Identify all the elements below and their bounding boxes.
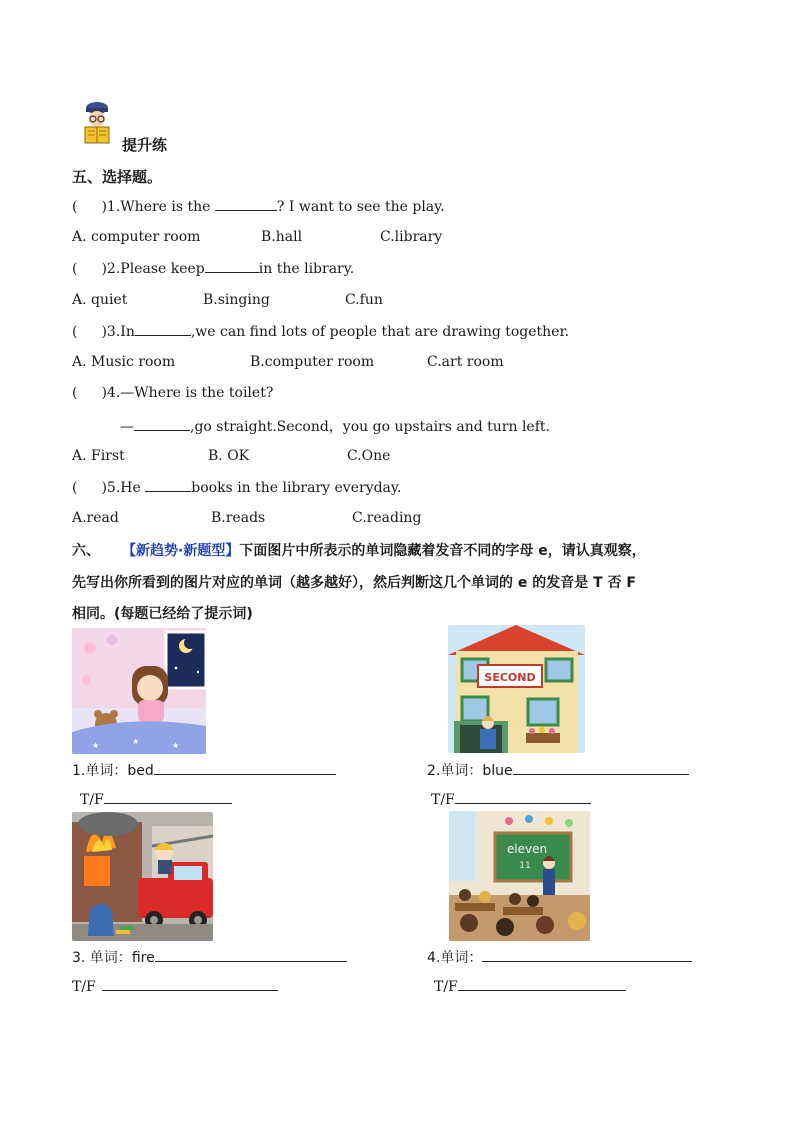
option-c: C.reading: [352, 510, 422, 526]
question-1: ( )1.Where is the ? I want to see the play.: [72, 199, 445, 215]
option-a: A. quiet: [72, 292, 128, 308]
part6-instruction-3: 相同。(每题已经给了提示词): [72, 606, 253, 622]
item-4-tf: T/F: [434, 978, 626, 995]
option-c: C.One: [347, 448, 391, 464]
part6-instruction-2: 先写出你所看到的图片对应的单词（越多越好），然后判断这几个单词的 e 的发音是 T 否 F: [72, 575, 636, 591]
new-trend-tag: 【新趋势·新题型】: [122, 543, 240, 559]
board-number: 11: [519, 861, 531, 871]
option-c: C.fun: [345, 292, 383, 308]
answer-blank[interactable]: [215, 198, 277, 211]
mascot-reader-icon: [80, 100, 114, 146]
item-2-tf: T/F: [431, 791, 591, 808]
option-b: B.reads: [211, 510, 266, 526]
picture-fire: [72, 812, 213, 941]
tf-answer-line[interactable]: [455, 791, 591, 804]
board-word: eleven: [506, 842, 548, 856]
question-2: ( )2.Please keep in the library.: [72, 261, 355, 277]
picture-second: [448, 625, 585, 753]
answer-line[interactable]: [482, 949, 692, 962]
part6-number: 六、: [72, 543, 100, 559]
answer-blank[interactable]: [135, 323, 191, 336]
option-b: B.computer room: [250, 354, 375, 370]
part5-heading: 五、选择题。: [72, 168, 163, 186]
option-c: C.library: [380, 229, 443, 245]
option-c: C.art room: [427, 354, 504, 370]
answer-blank[interactable]: [145, 479, 191, 492]
answer-line[interactable]: [513, 762, 689, 775]
svg-text:★: ★: [132, 737, 140, 746]
answer-blank[interactable]: [134, 418, 190, 431]
svg-text:★: ★: [172, 741, 180, 750]
picture-eleven: [449, 811, 590, 941]
tf-answer-line[interactable]: [104, 791, 232, 804]
question-4: ( )4.—Where is the toilet?: [72, 385, 274, 401]
part6-instruction: 六、 【新趋势·新题型】下面图片中所表示的单词隐藏着发音不同的字母 e，请认真观察，: [72, 543, 646, 559]
item-1-tf: T/F: [80, 791, 232, 808]
option-b: B.hall: [261, 229, 303, 245]
option-b: B. OK: [208, 448, 250, 464]
answer-line[interactable]: [154, 762, 336, 775]
item-3-word: 3. 单词：fire: [72, 947, 347, 967]
option-a: A. First: [72, 448, 125, 464]
question-3: ( )3.In ,we can find lots of people that are drawing together.: [72, 324, 570, 340]
option-b: B.singing: [203, 292, 270, 308]
item-2-word: 2.单词：blue: [427, 760, 689, 780]
item-1-word: 1.单词：bed: [72, 760, 336, 780]
tf-answer-line[interactable]: [458, 978, 626, 991]
item-3-tf: T/F: [72, 978, 278, 995]
picture-bed: [72, 628, 206, 754]
tf-answer-line[interactable]: [102, 978, 278, 991]
sign-second-text: SECOND: [484, 671, 536, 684]
answer-line[interactable]: [155, 949, 347, 962]
question-4-line2: — ,go straight.Second，you go upstairs and turn left.: [120, 419, 550, 435]
svg-text:★: ★: [92, 741, 100, 750]
option-a: A. computer room: [72, 229, 201, 245]
question-5: ( )5.He books in the library everyday.: [72, 480, 402, 496]
option-a: A.read: [72, 510, 119, 526]
section-title: 提升练: [122, 136, 168, 154]
item-4-word: 4.单词：: [427, 947, 692, 967]
option-a: A. Music room: [72, 354, 176, 370]
answer-blank[interactable]: [205, 260, 259, 273]
